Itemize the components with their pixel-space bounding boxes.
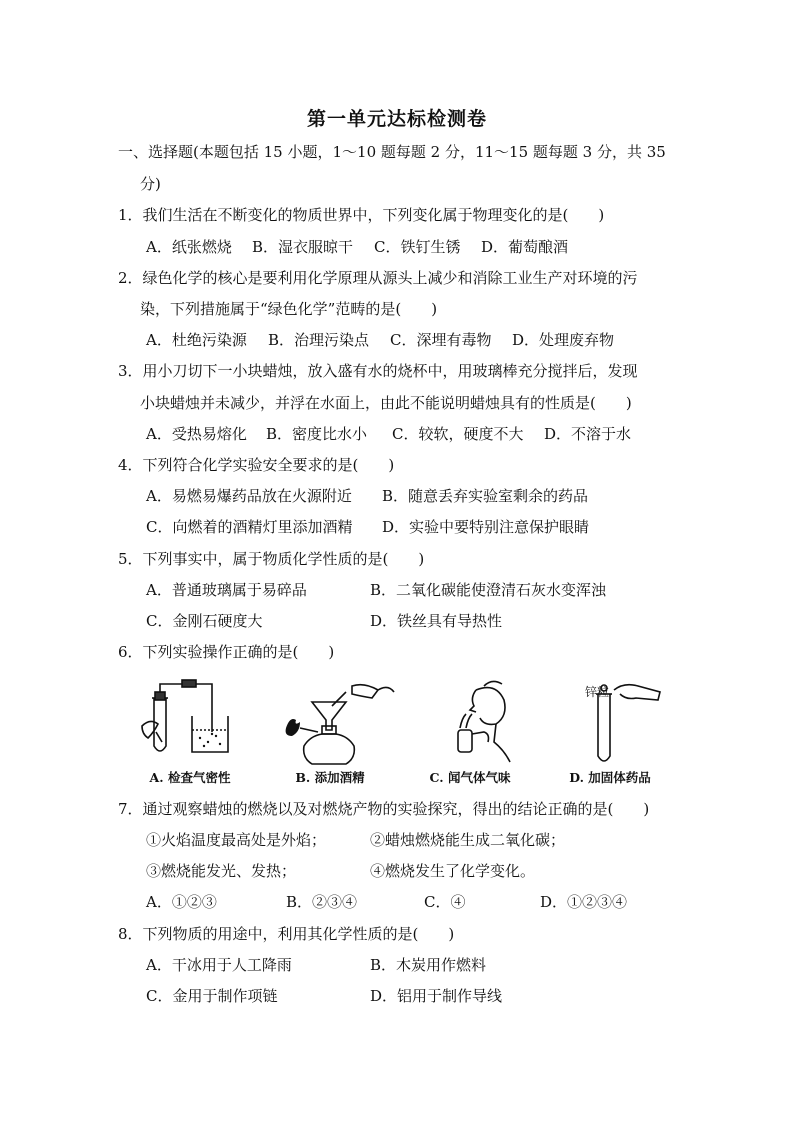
question-4-option-d: D．实验中要特别注意保护眼睛 <box>382 518 590 536</box>
question-7-option-a: A．①②③ <box>146 893 217 911</box>
alcohol-lamp-icon <box>260 672 400 768</box>
question-8-option-a: A．干冰用于人工降雨 <box>146 956 292 974</box>
smelling-gas-icon <box>400 672 540 768</box>
figure-b <box>260 672 400 790</box>
question-3-option-b: B．密度比水小 <box>266 425 368 443</box>
figure-c <box>400 672 540 790</box>
question-2-stem-cont: 染，下列措施属于“绿色化学”范畴的是( ) <box>140 300 438 318</box>
question-1-option-a: A．纸张燃烧 <box>146 238 232 256</box>
question-4-option-b: B．随意丢弃实验室剩余的药品 <box>382 487 589 505</box>
question-3-stem: 3．用小刀切下一小块蜡烛，放入盛有水的烧杯中，用玻璃棒充分搅拌后，发现 <box>118 362 638 380</box>
section-heading: 一、选择题(本题包括 15 小题，1～10 题每题 2 分，11～15 题每题 3 分，共 35 <box>118 143 666 161</box>
question-7-option-d: D．①②③④ <box>540 893 628 911</box>
question-3-option-c: C．较软，硬度不大 <box>392 425 524 443</box>
section-heading-cont: 分) <box>140 175 161 193</box>
question-7-option-c: C．④ <box>424 893 466 911</box>
figure-c-caption: C. 闻气体气味 <box>429 770 511 785</box>
question-2-option-c: C．深埋有毒物 <box>390 331 492 349</box>
figure-b-caption: B. 添加酒精 <box>295 770 365 785</box>
question-7-statement-3: ③燃烧能发光、发热； <box>146 862 297 880</box>
question-7-statement-4: ④燃烧发生了化学变化。 <box>370 862 536 880</box>
question-6-stem: 6．下列实验操作正确的是( ) <box>118 643 335 661</box>
question-8-option-c: C．金用于制作项链 <box>146 987 278 1005</box>
figure-a <box>120 672 260 790</box>
question-5-option-d: D．铁丝具有导热性 <box>370 612 503 630</box>
question-1-stem: 1．我们生活在不断变化的物质世界中，下列变化属于物理变化的是( ) <box>118 206 605 224</box>
question-5-option-c: C．金刚石硬度大 <box>146 612 263 630</box>
page-title: 第一单元达标检测卷 <box>306 108 487 130</box>
question-1-option-c: C．铁钉生锈 <box>374 238 461 256</box>
zinc-label: 锌粒 <box>585 685 610 699</box>
question-8-option-b: B．木炭用作燃料 <box>370 956 487 974</box>
question-1-option-d: D．葡萄酿酒 <box>481 238 569 256</box>
question-1-option-b: B．湿衣服晾干 <box>252 238 354 256</box>
question-2-option-b: B．治理污染点 <box>268 331 370 349</box>
question-5-option-a: A．普通玻璃属于易碎品 <box>146 581 307 599</box>
figure-d <box>540 672 680 790</box>
question-8-stem: 8．下列物质的用途中，利用其化学性质的是( ) <box>118 925 455 943</box>
question-4-option-c: C．向燃着的酒精灯里添加酒精 <box>146 518 353 536</box>
question-2-stem: 2．绿色化学的核心是要利用化学原理从源头上减少和消除工业生产对环境的污 <box>118 269 638 287</box>
question-7-statement-1: ①火焰温度最高处是外焰； <box>146 831 327 849</box>
question-7-statement-2: ②蜡烛燃烧能生成二氧化碳； <box>370 831 566 849</box>
question-7-option-b: B．②③④ <box>286 893 358 911</box>
question-3-option-d: D．不溶于水 <box>544 425 632 443</box>
question-5-stem: 5．下列事实中，属于物质化学性质的是( ) <box>118 550 425 568</box>
figure-a-caption: A. 检查气密性 <box>149 770 231 785</box>
question-7-stem: 7．通过观察蜡烛的燃烧以及对燃烧产物的实验探究，得出的结论正确的是( ) <box>118 800 650 818</box>
question-5-option-b: B．二氧化碳能使澄清石灰水变浑浊 <box>370 581 607 599</box>
test-tube-icon <box>540 672 680 768</box>
question-3-option-a: A．受热易熔化 <box>146 425 247 443</box>
question-8-option-d: D．铝用于制作导线 <box>370 987 503 1005</box>
question-4-stem: 4．下列符合化学实验安全要求的是( ) <box>118 456 395 474</box>
question-2-option-a: A．杜绝污染源 <box>146 331 247 349</box>
figure-d-caption: D. 加固体药品 <box>569 770 651 785</box>
question-3-stem-cont: 小块蜡烛并未减少，并浮在水面上，由此不能说明蜡烛具有的性质是( ) <box>140 394 632 412</box>
airtightness-apparatus-icon <box>120 672 260 768</box>
question-2-option-d: D．处理废弃物 <box>512 331 615 349</box>
question-4-option-a: A．易燃易爆药品放在火源附近 <box>146 487 352 505</box>
